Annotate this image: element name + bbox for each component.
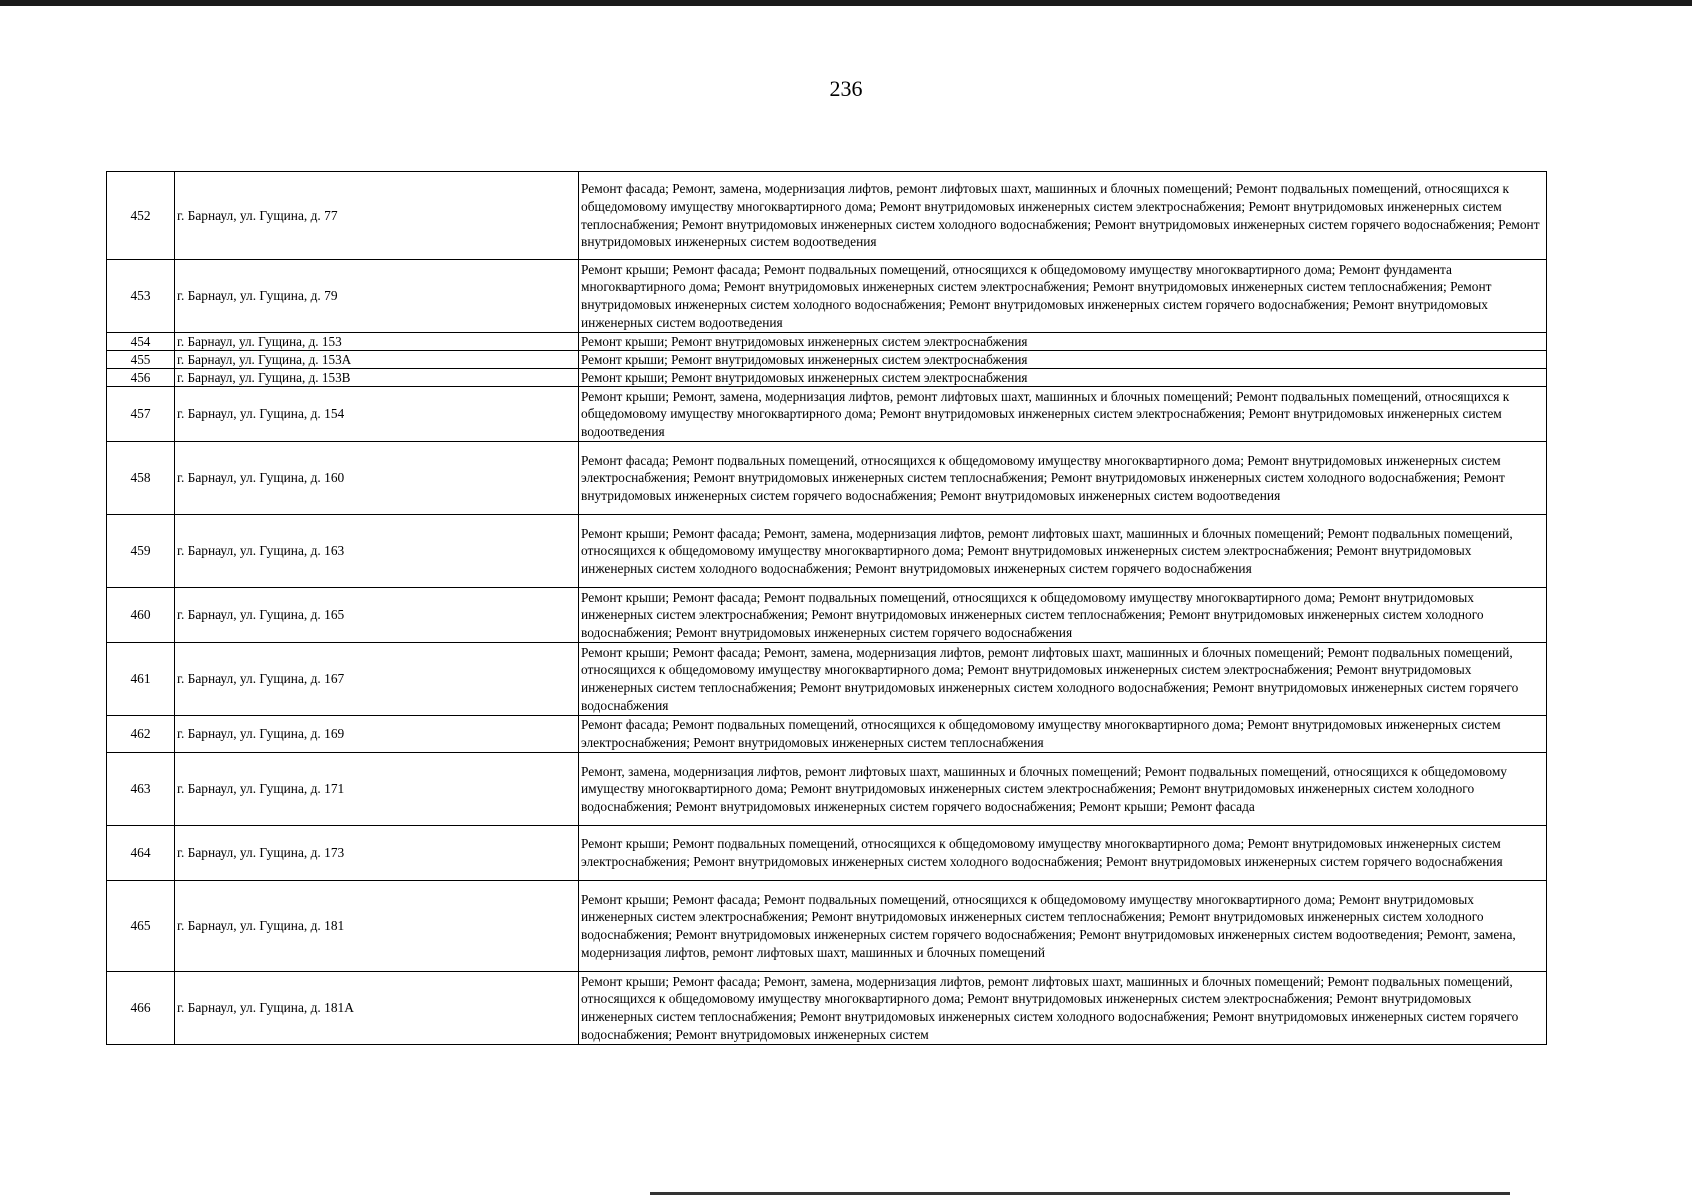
row-address: г. Барнаул, ул. Гущина, д. 169 [175, 716, 579, 753]
repair-registry-table [106, 171, 1547, 1045]
row-works: Ремонт крыши; Ремонт фасада; Ремонт, замена, модернизация лифтов, ремонт лифтовых шахт, машинных и блочных помещений; Ремонт подвальных помещений, относящихся к общедомовому имуществу многоквартирного дома; Ремонт внутридомовых инженерных систем электроснабжения; Ремонт внутридомовых инженерных систем холодного водоснабжения; Ремонт внутридомовых инженерных систем горячего водоснабжения [579, 515, 1547, 588]
row-number: 459 [107, 515, 175, 588]
row-address: г. Барнаул, ул. Гущина, д. 163 [175, 515, 579, 588]
row-works: Ремонт крыши; Ремонт фасада; Ремонт, замена, модернизация лифтов, ремонт лифтовых шахт, машинных и блочных помещений; Ремонт подвальных помещений, относящихся к общедомовому имуществу многоквартирного дома; Ремонт внутридомовых инженерных систем электроснабжения; Ремонт внутридомовых инженерных систем теплоснабжения; Ремонт внутридомовых инженерных систем холодного водоснабжения; Ремонт внутридомовых инженерных систем горячего водоснабжения; Ремонт внутридомовых инженерных систем [579, 972, 1547, 1045]
table-row [107, 442, 1547, 515]
row-address: г. Барнаул, ул. Гущина, д. 181 [175, 881, 579, 972]
row-works: Ремонт фасада; Ремонт подвальных помещений, относящихся к общедомовому имуществу многоквартирного дома; Ремонт внутридомовых инженерных систем электроснабжения; Ремонт внутридомовых инженерных систем теплоснабжения [579, 716, 1547, 753]
scan-edge-bottom [650, 1192, 1510, 1195]
table-row [107, 351, 1547, 369]
row-address: г. Барнаул, ул. Гущина, д. 153А [175, 351, 579, 369]
table-row [107, 369, 1547, 387]
row-works: Ремонт крыши; Ремонт внутридомовых инженерных систем электроснабжения [579, 333, 1547, 351]
row-works: Ремонт крыши; Ремонт фасада; Ремонт подвальных помещений, относящихся к общедомовому имуществу многоквартирного дома; Ремонт внутридомовых инженерных систем электроснабжения; Ремонт внутридомовых инженерных систем теплоснабжения; Ремонт внутридомовых инженерных систем холодного водоснабжения; Ремонт внутридомовых инженерных систем горячего водоснабжения; Ремонт внутридомовых инженерных систем водоотведения; Ремонт, замена, модернизация лифтов, ремонт лифтовых шахт, машинных и блочных помещений [579, 881, 1547, 972]
table-row [107, 588, 1547, 643]
row-address: г. Барнаул, ул. Гущина, д. 181А [175, 972, 579, 1045]
row-works: Ремонт фасада; Ремонт, замена, модернизация лифтов, ремонт лифтовых шахт, машинных и блочных помещений; Ремонт подвальных помещений, относящихся к общедомовому имуществу многоквартирного дома; Ремонт внутридомовых инженерных систем электроснабжения; Ремонт внутридомовых инженерных систем теплоснабжения; Ремонт внутридомовых инженерных систем холодного водоснабжения; Ремонт внутридомовых инженерных систем горячего водоснабжения; Ремонт внутридомовых инженерных систем водоотведения [579, 172, 1547, 260]
row-works: Ремонт крыши; Ремонт, замена, модернизация лифтов, ремонт лифтовых шахт, машинных и блочных помещений; Ремонт подвальных помещений, относящихся к общедомовому имуществу многоквартирного дома; Ремонт внутридомовых инженерных систем электроснабжения; Ремонт внутридомовых инженерных систем водоотведения [579, 387, 1547, 442]
row-works: Ремонт фасада; Ремонт подвальных помещений, относящихся к общедомовому имуществу многоквартирного дома; Ремонт внутридомовых инженерных систем электроснабжения; Ремонт внутридомовых инженерных систем теплоснабжения; Ремонт внутридомовых инженерных систем холодного водоснабжения; Ремонт внутридомовых инженерных систем горячего водоснабжения; Ремонт внутридомовых инженерных систем водоотведения [579, 442, 1547, 515]
row-address: г. Барнаул, ул. Гущина, д. 154 [175, 387, 579, 442]
table-row [107, 387, 1547, 442]
table-row [107, 172, 1547, 260]
row-number: 462 [107, 716, 175, 753]
row-address: г. Барнаул, ул. Гущина, д. 167 [175, 643, 579, 716]
row-address: г. Барнаул, ул. Гущина, д. 153В [175, 369, 579, 387]
row-works: Ремонт крыши; Ремонт фасада; Ремонт подвальных помещений, относящихся к общедомовому имуществу многоквартирного дома; Ремонт фундамента многоквартирного дома; Ремонт внутридомовых инженерных систем электроснабжения; Ремонт внутридомовых инженерных систем теплоснабжения; Ремонт внутридомовых инженерных систем холодного водоснабжения; Ремонт внутридомовых инженерных систем горячего водоснабжения; Ремонт внутридомовых инженерных систем водоотведения [579, 260, 1547, 333]
table-row [107, 333, 1547, 351]
row-works: Ремонт крыши; Ремонт фасада; Ремонт, замена, модернизация лифтов, ремонт лифтовых шахт, машинных и блочных помещений; Ремонт подвальных помещений, относящихся к общедомовому имуществу многоквартирного дома; Ремонт внутридомовых инженерных систем электроснабжения; Ремонт внутридомовых инженерных систем теплоснабжения; Ремонт внутридомовых инженерных систем холодного водоснабжения; Ремонт внутридомовых инженерных систем горячего водоснабжения [579, 643, 1547, 716]
row-number: 453 [107, 260, 175, 333]
row-number: 456 [107, 369, 175, 387]
table-row [107, 972, 1547, 1045]
table-row [107, 515, 1547, 588]
table-row [107, 826, 1547, 881]
row-works: Ремонт крыши; Ремонт внутридомовых инженерных систем электроснабжения [579, 369, 1547, 387]
row-number: 454 [107, 333, 175, 351]
page-number: 236 [829, 76, 863, 101]
table-row [107, 753, 1547, 826]
table-row [107, 716, 1547, 753]
row-address: г. Барнаул, ул. Гущина, д. 165 [175, 588, 579, 643]
row-number: 461 [107, 643, 175, 716]
row-number: 460 [107, 588, 175, 643]
row-number: 466 [107, 972, 175, 1045]
row-number: 457 [107, 387, 175, 442]
row-number: 463 [107, 753, 175, 826]
row-address: г. Барнаул, ул. Гущина, д. 173 [175, 826, 579, 881]
row-works: Ремонт крыши; Ремонт фасада; Ремонт подвальных помещений, относящихся к общедомовому имуществу многоквартирного дома; Ремонт внутридомовых инженерных систем электроснабжения; Ремонт внутридомовых инженерных систем теплоснабжения; Ремонт внутридомовых инженерных систем холодного водоснабжения; Ремонт внутридомовых инженерных систем горячего водоснабжения [579, 588, 1547, 643]
row-works: Ремонт, замена, модернизация лифтов, ремонт лифтовых шахт, машинных и блочных помещений; Ремонт подвальных помещений, относящихся к общедомовому имуществу многоквартирного дома; Ремонт внутридомовых инженерных систем электроснабжения; Ремонт внутридомовых инженерных систем холодного водоснабжения; Ремонт внутридомовых инженерных систем горячего водоснабжения; Ремонт крыши; Ремонт фасада [579, 753, 1547, 826]
row-address: г. Барнаул, ул. Гущина, д. 77 [175, 172, 579, 260]
row-address: г. Барнаул, ул. Гущина, д. 171 [175, 753, 579, 826]
table-row [107, 260, 1547, 333]
row-number: 458 [107, 442, 175, 515]
row-number: 465 [107, 881, 175, 972]
row-works: Ремонт крыши; Ремонт подвальных помещений, относящихся к общедомовому имуществу многоквартирного дома; Ремонт внутридомовых инженерных систем электроснабжения; Ремонт внутридомовых инженерных систем холодного водоснабжения; Ремонт внутридомовых инженерных систем горячего водоснабжения [579, 826, 1547, 881]
row-address: г. Барнаул, ул. Гущина, д. 153 [175, 333, 579, 351]
scan-edge-top [0, 0, 1692, 6]
row-number: 452 [107, 172, 175, 260]
table-row [107, 881, 1547, 972]
row-address: г. Барнаул, ул. Гущина, д. 79 [175, 260, 579, 333]
row-works: Ремонт крыши; Ремонт внутридомовых инженерных систем электроснабжения [579, 351, 1547, 369]
table-row [107, 643, 1547, 716]
row-number: 464 [107, 826, 175, 881]
row-address: г. Барнаул, ул. Гущина, д. 160 [175, 442, 579, 515]
row-number: 455 [107, 351, 175, 369]
